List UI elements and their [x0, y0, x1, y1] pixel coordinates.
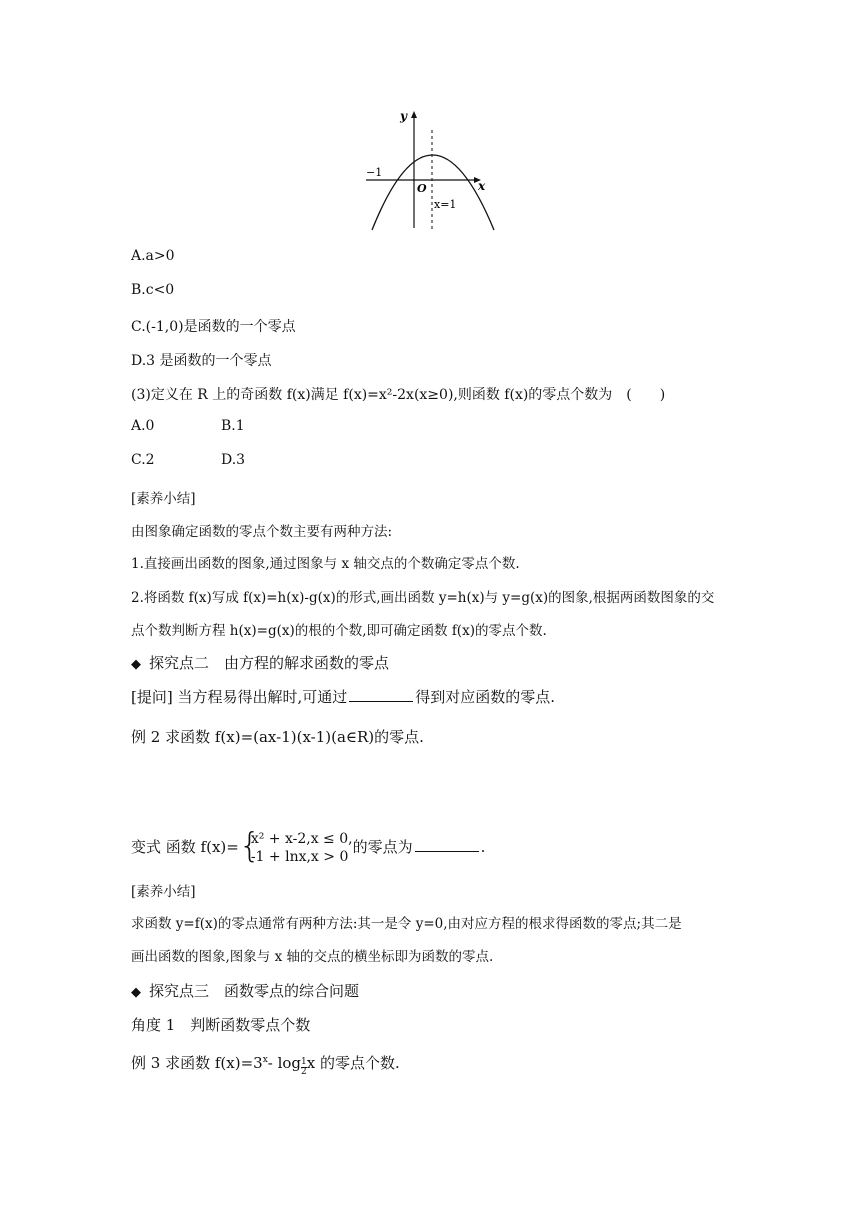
piecewise-case1: x² + x-2,x ≤ 0, [250, 831, 353, 847]
example3-exponent: x [262, 1055, 268, 1065]
q3-options-row1 [131, 418, 245, 434]
section3-marker: ◆ [131, 985, 141, 1000]
neg-one-label: −1 [366, 166, 383, 179]
summary2-line2: 画出函数的图象,图象与 x 轴的交点的横坐标即为函数的零点. [131, 949, 494, 965]
q2-option-d: D.3 是函数的一个零点 [131, 353, 272, 369]
summary1-method2-line1: 2.将函数 f(x)写成 f(x)=h(x)-g(x)的形式,画出函数 y=h(x)与 y=g(x)的图象,根据两函数图象的交 [131, 590, 715, 606]
summary1-method1: 1.直接画出函数的图象,通过图象与 x 轴交点的个数确定零点个数. [131, 556, 520, 572]
fraction-denominator: 2 [301, 1067, 307, 1077]
question-suffix: 得到对应函数的零点. [415, 688, 556, 706]
section2-heading [131, 652, 389, 673]
q3-option-a: A.0 [131, 418, 155, 434]
section2-title: 探究点二 由方程的解求函数的零点 [149, 654, 390, 672]
brace-icon: { [238, 826, 261, 866]
answer-blank[interactable] [349, 687, 413, 702]
question-prefix: [提问] 当方程易得出解时,可通过 [131, 688, 348, 706]
example3 [131, 1052, 400, 1077]
q3-stem: (3)定义在 R 上的奇函数 f(x)满足 f(x)=x²-2x(x≥0),则函数 f(x)的零点个数为 ( ) [131, 387, 666, 403]
variant-end: . [480, 838, 486, 856]
summary1-heading: [素养小结] [131, 491, 196, 507]
example3-suffix: x 的零点个数. [306, 1054, 400, 1072]
q3-option-c: C.2 [131, 452, 155, 468]
y-axis-label: y [400, 109, 407, 123]
angle1-heading: 角度 1 判断函数零点个数 [131, 1016, 311, 1034]
q2-option-a: A.a>0 [131, 248, 175, 264]
piecewise-function [238, 826, 353, 866]
example2: 例 2 求函数 f(x)=(ax-1)(x-1)(a∈R)的零点. [131, 728, 424, 746]
variant-answer-blank[interactable] [415, 837, 479, 852]
parabola-graph [360, 108, 500, 233]
section2-marker: ◆ [131, 657, 141, 672]
summary1-intro: 由图象确定函数的零点个数主要有两种方法: [131, 524, 393, 540]
variant-suffix: 的零点为 [352, 838, 413, 856]
summary1-method2-line2: 点个数判断方程 h(x)=g(x)的根的个数,即可确定函数 f(x)的零点个数. [131, 623, 547, 639]
piecewise-case2: -1 + lnx,x > 0 [250, 849, 349, 865]
q2-option-c: C.(-1,0)是函数的一个零点 [131, 319, 296, 335]
q3-option-d: D.3 [221, 452, 246, 468]
variant [131, 826, 486, 866]
section3-heading [131, 980, 359, 1001]
origin-label: O [417, 182, 427, 195]
q3-option-b: B.1 [221, 418, 245, 434]
variant-prefix: 变式 函数 f(x)= [131, 838, 239, 856]
example3-mid: - log [267, 1054, 302, 1072]
fraction-numerator: 1 [301, 1057, 307, 1067]
y-axis-arrow [411, 111, 417, 118]
section2-question [131, 686, 555, 707]
parabola-curve [372, 155, 494, 230]
q2-option-b: B.c<0 [131, 282, 175, 298]
summary2-line1: 求函数 y=f(x)的零点通常有两种方法:其一是令 y=0,由对应方程的根求得函数的零点;其二是 [131, 916, 682, 932]
summary2-heading: [素养小结] [131, 884, 196, 900]
q3-options-row2 [131, 452, 245, 468]
section3-title: 探究点三 函数零点的综合问题 [149, 982, 360, 1000]
symmetry-label: x=1 [434, 198, 457, 211]
x-axis-label: x [478, 179, 486, 193]
example3-prefix: 例 3 求函数 f(x)=3 [131, 1054, 263, 1072]
